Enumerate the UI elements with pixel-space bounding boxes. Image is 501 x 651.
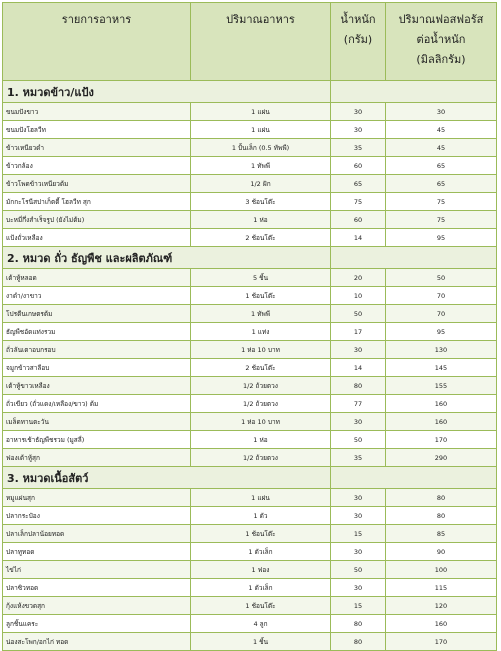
food-name-cell: เต้าหู้หลอด <box>3 269 191 287</box>
section-header-row <box>3 467 497 489</box>
food-name-cell: ปลาซิวทอด <box>3 579 191 597</box>
weight-cell: 30 <box>331 103 386 121</box>
amount-cell: 1 ฟอง <box>191 561 331 579</box>
phosphorus-cell: 70 <box>386 287 497 305</box>
food-name-cell: ปลากระป๋อง <box>3 507 191 525</box>
food-name-cell: ธัญพืชอัดแท่งรวม <box>3 323 191 341</box>
food-name-cell: ปลาเล็กปลาน้อยทอด <box>3 525 191 543</box>
weight-cell: 80 <box>331 377 386 395</box>
weight-cell: 60 <box>331 211 386 229</box>
phosphorus-cell: 95 <box>386 229 497 247</box>
amount-cell: 1 ตัว <box>191 507 331 525</box>
section-header-spacer <box>331 81 497 103</box>
amount-cell: 1 แผ่น <box>191 121 331 139</box>
table-row <box>3 139 497 157</box>
amount-cell: 1/2 ถ้วยตวง <box>191 395 331 413</box>
food-name-cell: แป้งถั่วเหลือง <box>3 229 191 247</box>
food-name-cell: ขนมปังโฮลวีท <box>3 121 191 139</box>
weight-cell: 75 <box>331 193 386 211</box>
amount-cell: 1 ตัวเล็ก <box>191 543 331 561</box>
table-body <box>3 3 497 651</box>
phosphorus-cell: 75 <box>386 211 497 229</box>
weight-cell: 80 <box>331 615 386 633</box>
header-weight: น้ำหนัก (กรัม) <box>331 3 386 81</box>
table-row <box>3 449 497 467</box>
phosphorus-cell: 80 <box>386 507 497 525</box>
phosphorus-cell: 95 <box>386 323 497 341</box>
weight-cell: 50 <box>331 431 386 449</box>
weight-cell: 15 <box>331 525 386 543</box>
food-name-cell: ขนมปังขาว <box>3 103 191 121</box>
amount-cell: 1 แผ่น <box>191 489 331 507</box>
food-name-cell: บะหมี่กึ่งสำเร็จรูป (ยังไม่ต้ม) <box>3 211 191 229</box>
table-row <box>3 121 497 139</box>
table-row <box>3 287 497 305</box>
amount-cell: 1 ห่อ 10 บาท <box>191 341 331 359</box>
table-row <box>3 561 497 579</box>
amount-cell: 1 ปั้นเล็ก (0.5 ทัพพี) <box>191 139 331 157</box>
phosphorus-cell: 170 <box>386 633 497 651</box>
phosphorus-cell: 170 <box>386 431 497 449</box>
phosphorus-cell: 80 <box>386 489 497 507</box>
phosphorus-cell: 115 <box>386 579 497 597</box>
phosphorus-table-container <box>2 2 496 651</box>
phosphorus-cell: 45 <box>386 139 497 157</box>
table-row <box>3 175 497 193</box>
food-name-cell: จมูกข้าวสาลีอบ <box>3 359 191 377</box>
phosphorus-cell: 65 <box>386 175 497 193</box>
amount-cell: 3 ช้อนโต๊ะ <box>191 193 331 211</box>
table-row <box>3 103 497 121</box>
table-row <box>3 431 497 449</box>
food-name-cell: อาหารเช้าธัญพืชรวม (มูสลี่) <box>3 431 191 449</box>
amount-cell: 1 ชิ้น <box>191 633 331 651</box>
amount-cell: 1 แท่ง <box>191 323 331 341</box>
weight-cell: 30 <box>331 543 386 561</box>
table-row <box>3 211 497 229</box>
food-name-cell: ข้าวเหนียวดำ <box>3 139 191 157</box>
header-phosphorus: ปริมาณฟอสฟอรัส ต่อน้ำหนัก (มิลลิกรัม) <box>386 3 497 81</box>
table-row <box>3 269 497 287</box>
food-name-cell: ข้าวกล้อง <box>3 157 191 175</box>
section-header-row <box>3 247 497 269</box>
weight-cell: 30 <box>331 341 386 359</box>
table-row <box>3 377 497 395</box>
table-row <box>3 633 497 651</box>
phosphorus-cell: 145 <box>386 359 497 377</box>
phosphorus-cell: 90 <box>386 543 497 561</box>
weight-cell: 35 <box>331 139 386 157</box>
phosphorus-cell: 290 <box>386 449 497 467</box>
table-row <box>3 525 497 543</box>
section-title: 1. หมวดข้าว/แป้ง <box>3 81 331 103</box>
weight-cell: 60 <box>331 157 386 175</box>
weight-cell: 65 <box>331 175 386 193</box>
weight-cell: 30 <box>331 489 386 507</box>
amount-cell: 1 ช้อนโต๊ะ <box>191 525 331 543</box>
table-header-row <box>3 3 497 81</box>
food-name-cell: ถั่วเขียว (ถั่วแดง/เหลือง/ขาว) ต้ม <box>3 395 191 413</box>
amount-cell: 1 ห่อ <box>191 211 331 229</box>
table-row <box>3 489 497 507</box>
table-row <box>3 543 497 561</box>
phosphorus-cell: 75 <box>386 193 497 211</box>
table-row <box>3 323 497 341</box>
header-food: รายการอาหาร <box>3 3 191 81</box>
weight-cell: 14 <box>331 359 386 377</box>
amount-cell: 2 ช้อนโต๊ะ <box>191 359 331 377</box>
phosphorus-cell: 120 <box>386 597 497 615</box>
weight-cell: 30 <box>331 413 386 431</box>
weight-cell: 50 <box>331 305 386 323</box>
food-name-cell: เมล็ดทานตะวัน <box>3 413 191 431</box>
phosphorus-cell: 45 <box>386 121 497 139</box>
food-name-cell: ไข่ไก่ <box>3 561 191 579</box>
weight-cell: 77 <box>331 395 386 413</box>
amount-cell: 1 ทัพพี <box>191 305 331 323</box>
section-header-spacer <box>331 247 497 269</box>
phosphorus-cell: 160 <box>386 413 497 431</box>
table-row <box>3 507 497 525</box>
food-name-cell: กุ้งแห้งขวดสุก <box>3 597 191 615</box>
amount-cell: 1/2 ฝัก <box>191 175 331 193</box>
header-amount: ปริมาณอาหาร <box>191 3 331 81</box>
weight-cell: 30 <box>331 579 386 597</box>
phosphorus-cell: 160 <box>386 395 497 413</box>
table-row <box>3 229 497 247</box>
weight-cell: 20 <box>331 269 386 287</box>
food-name-cell: งาดำ/งาขาว <box>3 287 191 305</box>
food-name-cell: ฟองเต้าหู้สุก <box>3 449 191 467</box>
food-name-cell: ปลาทูทอด <box>3 543 191 561</box>
table-row <box>3 341 497 359</box>
food-name-cell: เต้าหู้ขาวเหลือง <box>3 377 191 395</box>
weight-cell: 14 <box>331 229 386 247</box>
weight-cell: 80 <box>331 633 386 651</box>
amount-cell: 5 ชิ้น <box>191 269 331 287</box>
section-header-spacer <box>331 467 497 489</box>
phosphorus-cell: 50 <box>386 269 497 287</box>
table-row <box>3 395 497 413</box>
amount-cell: 1 แผ่น <box>191 103 331 121</box>
phosphorus-cell: 155 <box>386 377 497 395</box>
weight-cell: 35 <box>331 449 386 467</box>
food-name-cell: น่องสะโพก/อกไก่ ทอด <box>3 633 191 651</box>
phosphorus-cell: 30 <box>386 103 497 121</box>
weight-cell: 10 <box>331 287 386 305</box>
weight-cell: 50 <box>331 561 386 579</box>
food-name-cell: โปรตีนเกษตรต้ม <box>3 305 191 323</box>
amount-cell: 1 ทัพพี <box>191 157 331 175</box>
section-title: 2. หมวด ถั่ว ธัญพืช และผลิตภัณฑ์ <box>3 247 331 269</box>
phosphorus-table <box>2 2 497 651</box>
table-row <box>3 579 497 597</box>
phosphorus-cell: 85 <box>386 525 497 543</box>
food-name-cell: ถั่วลันเตาอบกรอบ <box>3 341 191 359</box>
amount-cell: 1/2 ถ้วยตวง <box>191 449 331 467</box>
table-row <box>3 157 497 175</box>
table-row <box>3 193 497 211</box>
food-name-cell: ข้าวโพดข้าวเหนียวต้ม <box>3 175 191 193</box>
amount-cell: 1 ห่อ <box>191 431 331 449</box>
weight-cell: 30 <box>331 121 386 139</box>
phosphorus-cell: 100 <box>386 561 497 579</box>
amount-cell: 1 ช้อนโต๊ะ <box>191 597 331 615</box>
table-row <box>3 413 497 431</box>
table-row <box>3 305 497 323</box>
section-title: 3. หมวดเนื้อสัตว์ <box>3 467 331 489</box>
amount-cell: 2 ช้อนโต๊ะ <box>191 229 331 247</box>
food-name-cell: ลูกชิ้นแคระ <box>3 615 191 633</box>
amount-cell: 4 ลูก <box>191 615 331 633</box>
weight-cell: 15 <box>331 597 386 615</box>
phosphorus-cell: 130 <box>386 341 497 359</box>
weight-cell: 17 <box>331 323 386 341</box>
phosphorus-cell: 70 <box>386 305 497 323</box>
food-name-cell: มักกะโรนีสปาเก็ตตี้ โฮลวีท สุก <box>3 193 191 211</box>
table-row <box>3 359 497 377</box>
amount-cell: 1/2 ถ้วยตวง <box>191 377 331 395</box>
phosphorus-cell: 160 <box>386 615 497 633</box>
section-header-row <box>3 81 497 103</box>
amount-cell: 1 ห่อ 10 บาท <box>191 413 331 431</box>
table-row <box>3 597 497 615</box>
food-name-cell: หมูแผ่นสุก <box>3 489 191 507</box>
weight-cell: 30 <box>331 507 386 525</box>
phosphorus-cell: 65 <box>386 157 497 175</box>
amount-cell: 1 ตัวเล็ก <box>191 579 331 597</box>
amount-cell: 1 ช้อนโต๊ะ <box>191 287 331 305</box>
